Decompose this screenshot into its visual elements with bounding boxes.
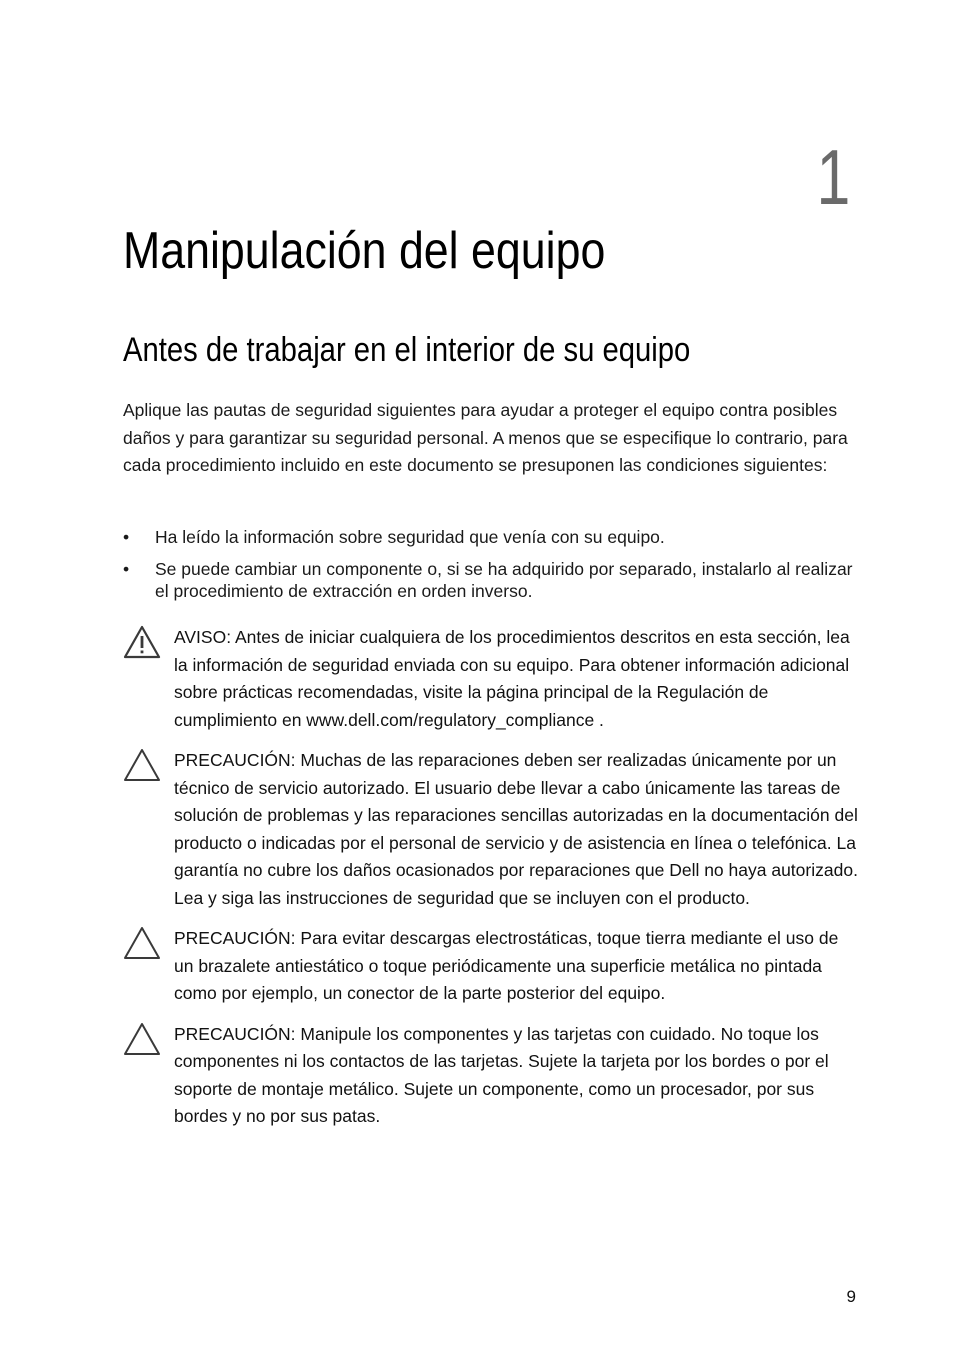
notice-text: PRECAUCIÓN: Muchas de las reparaciones deben ser realizadas únicamente por un técnico de servicio autorizado. El usuario debe llevar a cabo únicamente las tareas de solución de problemas y las reparaciones sencillas autorizadas en la documentación del producto o indicadas por el personal de servicio y de asistencia en línea o telefónica. La garantía no cubre los daños ocasionados por reparaciones que Dell no haya autorizado. Lea y siga las instrucciones de seguridad que se incluyen con el producto. (174, 750, 858, 908)
caution-icon (123, 1022, 161, 1056)
notice-text: PRECAUCIÓN: Manipule los componentes y las tarjetas con cuidado. No toque los componentes ni los contactos de las tarjetas. Sujete la tarjeta por los bordes o por el soporte de montaje metálico. Sujete un componente, como un procesador, por sus bordes y no por sus patas. (174, 1023, 829, 1126)
section-title: Antes de trabajar en el interior de su equipo (123, 331, 691, 369)
caution-notice (123, 1021, 858, 1131)
intro-paragraph: Aplique las pautas de seguridad siguientes para ayudar a proteger el equipo contra posibles daños y para garantizar su seguridad personal. A menos que se especifique lo contrario, para cada procedimiento incluido en este documento se presuponen las condiciones siguientes: (123, 400, 848, 475)
notice-text: AVISO: Antes de iniciar cualquiera de los procedimientos descritos en esta sección, lea la información de seguridad enviada con su equipo. Para obtener información adicional sobre prácticas recomendadas, visite la página principal de la Regulación de cumplimiento en www.dell.com/regulatory_compliance . (174, 627, 850, 730)
caution-icon (123, 748, 161, 782)
bullet-list (123, 526, 858, 612)
caution-icon (123, 926, 161, 960)
notice-text: PRECAUCIÓN: Para evitar descargas electrostáticas, toque tierra mediante el uso de un brazalete antiestático o toque periódicamente una superficie metálica no pintada como por ejemplo, un conector de la parte posterior del equipo. (174, 928, 839, 1003)
list-item-text: Se puede cambiar un componente o, si se ha adquirido por separado, instalarlo al realizar el procedimiento de extracción en orden inverso. (155, 559, 853, 601)
bullet-marker: • (123, 527, 130, 547)
notices (123, 624, 858, 1144)
warning-notice (123, 624, 858, 734)
list-item (123, 558, 858, 602)
chapter-number: 1 (816, 133, 850, 221)
caution-notice (123, 925, 858, 1008)
warning-icon (123, 625, 161, 659)
bullet-marker: • (123, 559, 130, 579)
list-item (123, 526, 858, 548)
page-number: 9 (846, 1287, 856, 1306)
chapter-title: Manipulación del equipo (123, 222, 606, 280)
caution-notice (123, 747, 858, 912)
list-item-text: Ha leído la información sobre seguridad que venía con su equipo. (155, 527, 665, 547)
